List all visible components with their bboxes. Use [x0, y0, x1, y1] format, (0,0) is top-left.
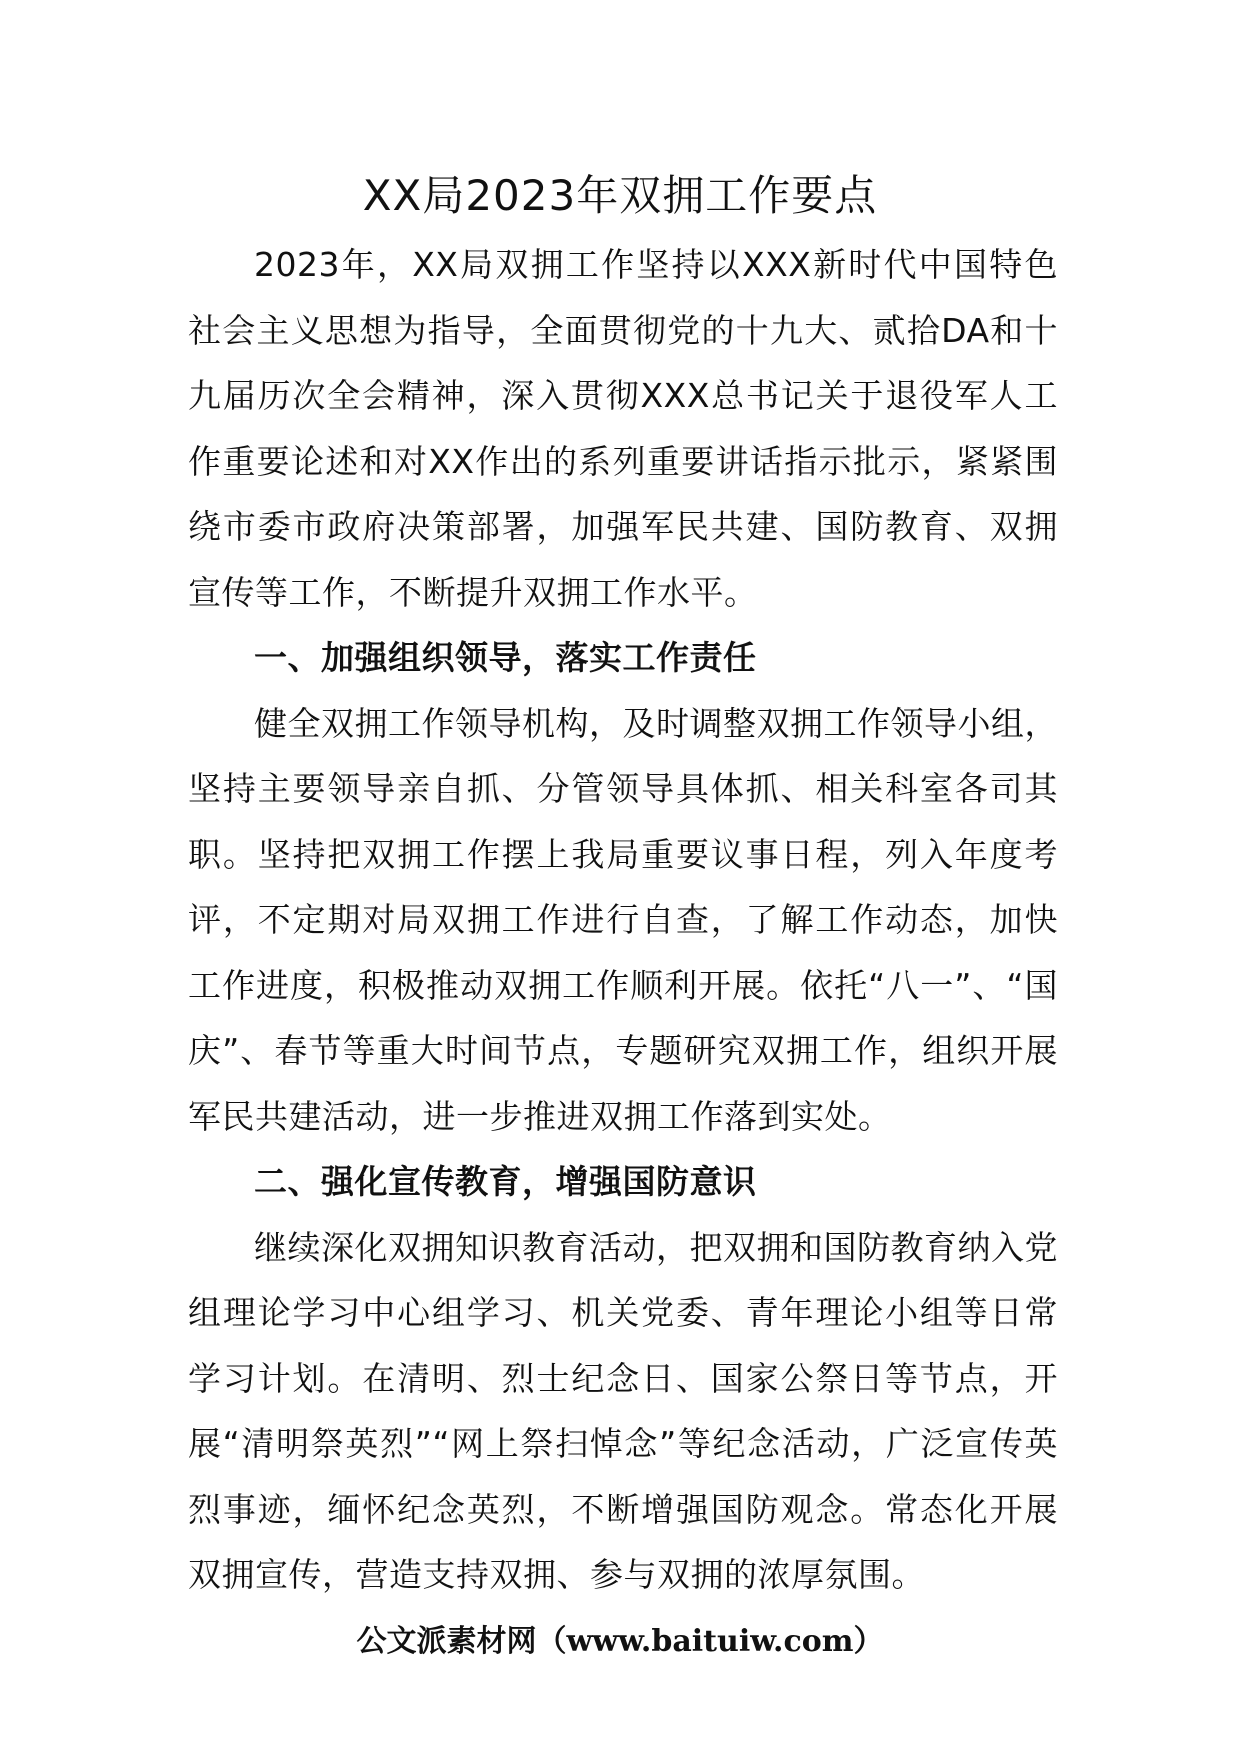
section-2-paragraph: 继续深化双拥知识教育活动，把双拥和国防教育纳入党组理论学习中心组学习、机关党委、青年理论小组等日常学习计划。在清明、烈士纪念日、国家公祭日等节点，开展“清明祭英烈”“网上祭扫悼念”等纪念活动，广泛宣传英烈事迹，缅怀纪念英烈，不断增强国防观念。常态化开展双拥宣传，营造支持双拥、参与双拥的浓厚氛围。 — [188, 1227, 1058, 1594]
footer-site-name: 公文派素材网 — [356, 1624, 537, 1659]
intro-paragraph: 2023年，XX局双拥工作坚持以XXX新时代中国特色社会主义思想为指导，全面贯彻党的十九大、贰拾DA和十九届历次全会精神，深入贯彻XXX总书记关于退役军人工作重要论述和对XX作出的系列重要讲话指示批示，紧紧围绕市委市政府决策部署，加强军民共建、国防教育、双拥宣传等工作，不断提升双拥工作水平。 — [188, 245, 1058, 612]
section-1-paragraph: 健全双拥工作领导机构，及时调整双拥工作领导小组，坚持主要领导亲自抓、分管领导具体抓、相关科室各司其职。坚持把双拥工作摆上我局重要议事日程，列入年度考评，不定期对局双拥工作进行自查，了解工作动态，加快工作进度，积极推动双拥工作顺利开展。依托“八一”、“国庆”、春节等重大时间节点，专题研究双拥工作，组织开展军民共建活动，进一步推进双拥工作落到实处。 — [188, 703, 1058, 1136]
section-2-heading: 二、强化宣传教育，增强国防意识 — [254, 1162, 757, 1201]
footer-url: （www.baituiw.com） — [536, 1624, 884, 1659]
document-title: XX局2023年双拥工作要点 — [362, 171, 878, 220]
document-body — [188, 232, 1058, 1608]
section-1-heading: 一、加强组织领导，落实工作责任 — [254, 638, 757, 677]
footer-watermark — [0, 1620, 1240, 1664]
